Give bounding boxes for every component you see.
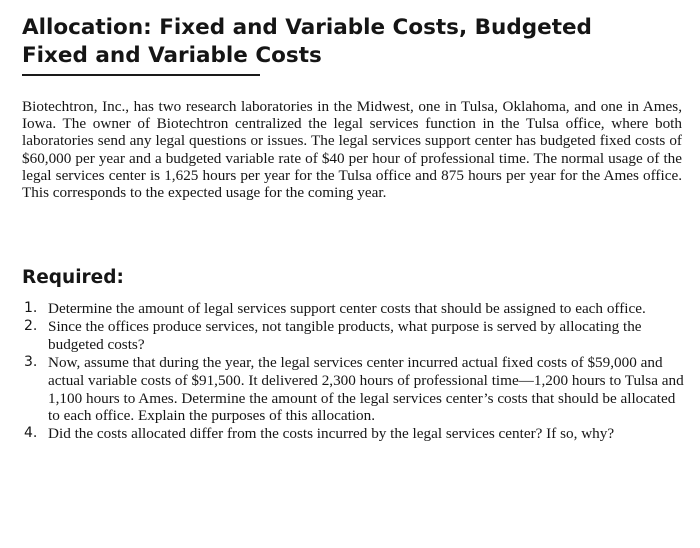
required-item bbox=[22, 300, 684, 318]
problem-title: Allocation: Fixed and Variable Costs, Budgeted Fixed and Variable Costs bbox=[22, 15, 592, 68]
item-number: 4. bbox=[24, 425, 38, 442]
item-text: Now, assume that during the year, the legal services center incurred actual fixed costs of $59,000 and actual variable costs of $91,500. It delivered 2,300 hours of professional time—1,200 hours to Tulsa and 1,100 hours to Ames. Determine the amount of the legal services center’s costs that should be allocated to each office. Explain the purposes of this allocation. bbox=[48, 354, 684, 425]
required-item bbox=[22, 354, 684, 425]
required-item bbox=[22, 318, 684, 353]
item-text: Determine the amount of legal services support center costs that should be assigned to each office. bbox=[48, 300, 646, 317]
title-underline bbox=[22, 74, 260, 76]
item-number: 2. bbox=[24, 318, 38, 335]
required-item bbox=[22, 425, 684, 443]
required-heading: Required: bbox=[22, 267, 124, 288]
item-number: 1. bbox=[24, 300, 38, 316]
item-text: Did the costs allocated differ from the costs incurred by the legal services center? If so, why? bbox=[48, 425, 615, 443]
problem-description: Biotechtron, Inc., has two research laboratories in the Midwest, one in Tulsa, Oklahoma, and one in Ames, Iowa. The owner of Biotechtron centralized the legal services function in the Tulsa office, where both laboratories send any legal questions or issues. The legal services support center has budgeted fixed costs of $60,000 per year and a budgeted variable rate of $40 per hour of professional time. The normal usage of the legal services center is 1,625 hours per year for the Tulsa office and 875 hours per year for the Ames office. This corresponds to the expected usage for the coming year. bbox=[22, 98, 682, 202]
item-text: Since the offices produce services, not tangible products, what purpose is served by allocating the budgeted costs? bbox=[48, 318, 642, 353]
item-number: 3. bbox=[24, 354, 38, 371]
required-list bbox=[22, 300, 684, 444]
